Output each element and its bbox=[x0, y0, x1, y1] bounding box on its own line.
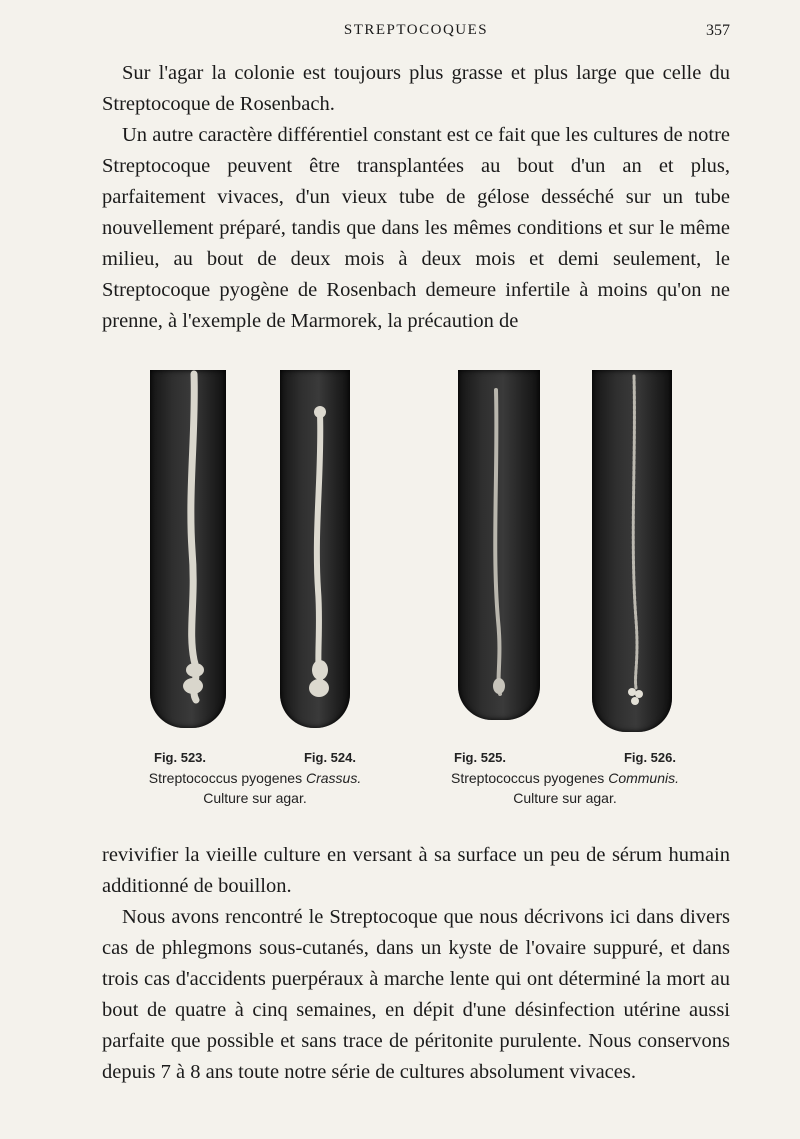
caption-species-right bbox=[440, 768, 690, 788]
fig-526-label: Fig. 526. bbox=[623, 750, 676, 765]
fig-524-label: Fig. 524. bbox=[303, 750, 356, 765]
caption-species-name-right: Streptococcus pyogenes bbox=[450, 770, 605, 786]
paragraph-2: Un autre caractère différentiel constant est ce fait que les cultures de notre Streptocoque peuvent être transplantées au bout d'un an et plus, parfaitement vivaces, d'un vieux tube de gélose desséché sur un tube nouvellement préparé, tandis que dans les mêmes conditions et sur le même milieu, au bout de deux mois à deux mois et demi seulement, le Streptocoque pyogène de Rosenbach demeure infertile à moins qu'on ne prenne, à l'exemple de Marmorek, la précaution de bbox=[102, 124, 730, 332]
caption-species-left bbox=[140, 768, 370, 788]
caption-species-name-left: Streptococcus pyogenes bbox=[148, 770, 303, 786]
caption-medium-left: Culture sur agar. bbox=[203, 790, 307, 806]
page-number: 357 bbox=[706, 22, 730, 39]
fig-525-label: Fig. 525. bbox=[454, 750, 507, 765]
running-head bbox=[102, 22, 730, 46]
caption-variety-left: Crassus. bbox=[305, 770, 362, 786]
figure-caption-right bbox=[440, 748, 690, 808]
culture-tubes-figure bbox=[140, 364, 700, 744]
colony-streak-526 bbox=[592, 370, 672, 732]
caption-medium-right: Culture sur agar. bbox=[513, 790, 617, 806]
paragraph-3: revivifier la vieille culture en versant à sa surface un peu de sérum humain additionné de bouillon. bbox=[102, 844, 730, 897]
tube-fig-523 bbox=[150, 370, 226, 728]
tube-fig-525 bbox=[458, 370, 540, 720]
colony-streak-525 bbox=[458, 370, 540, 720]
colony-streak-524 bbox=[280, 370, 350, 728]
caption-variety-right: Communis. bbox=[608, 770, 679, 786]
tube-fig-524 bbox=[280, 370, 350, 728]
fig-523-label: Fig. 523. bbox=[154, 750, 207, 765]
tube-fig-526 bbox=[592, 370, 672, 732]
running-title: STREPTOCOQUES bbox=[343, 22, 489, 38]
colony-streak-523 bbox=[150, 370, 226, 728]
figure-caption-left bbox=[140, 748, 370, 808]
paragraph-1: Sur l'agar la colonie est toujours plus grasse et plus large que celle du Streptocoque de Rosenbach. bbox=[102, 62, 730, 115]
paragraph-4: Nous avons rencontré le Streptocoque que nous décrivons ici dans divers cas de phlegmons sous-cutanés, dans un kyste de l'ovaire suppuré, et dans trois cas d'accidents puerpéraux à marche lente qui ont déterminé la mort au bout de quatre à cinq semaines, en dépit d'une désinfection utérine aussi parfaite que possible et sans trace de péritonite purulente. Nous conservons depuis 7 à 8 ans toute notre série de cultures absolument vivaces. bbox=[102, 906, 730, 1083]
